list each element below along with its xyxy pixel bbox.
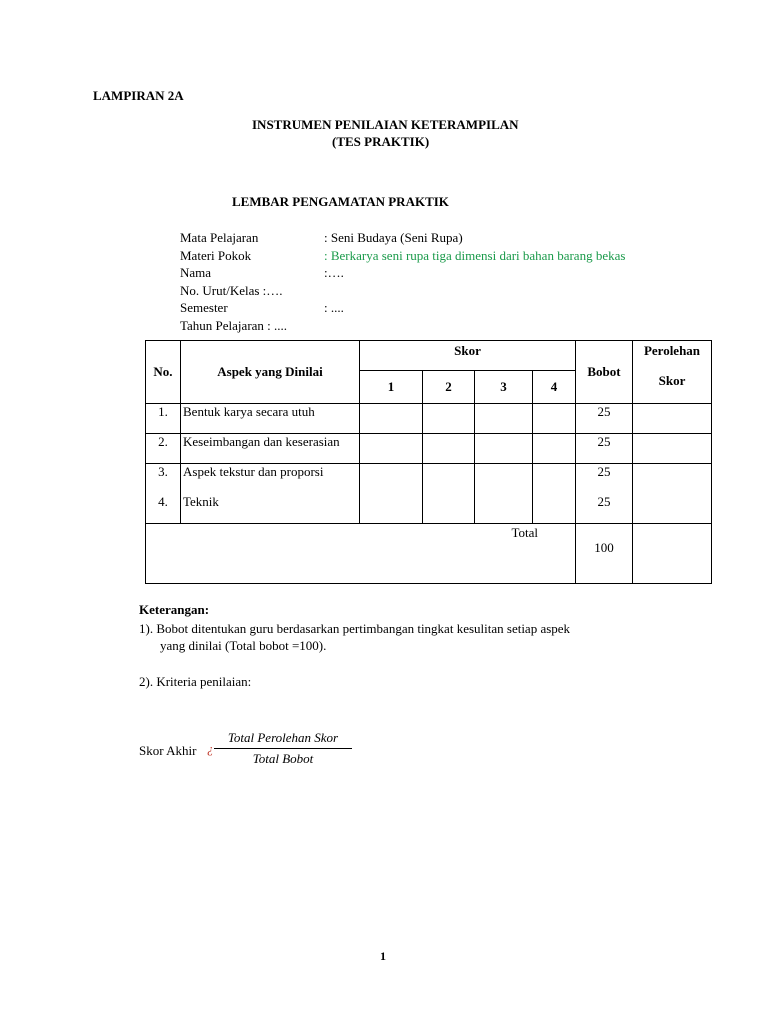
equals-symbol: ¿ [207,741,214,756]
total-value: 100 [576,524,633,584]
keterangan-item-1-cont: yang dinilai (Total bobot =100). [160,638,327,653]
col-skor-header: Skor [360,341,576,371]
score-cell [533,404,576,434]
score-cell [360,434,423,464]
kriteria-text: 2). Kriteria penilaian: [139,674,252,689]
row-aspek-combined [181,464,360,524]
mapel-value: : Seni Budaya (Seni Rupa) [324,230,463,245]
score-cell [423,404,475,434]
score-cell [360,404,423,434]
total-label: Total [146,524,576,584]
row-bobot: 25 [597,464,611,479]
score-cell [475,434,533,464]
score-cell [423,464,475,524]
row-no: 2. [146,434,181,464]
row-aspek: Bentuk karya secara utuh [181,404,360,434]
row-no-combined [146,464,181,524]
mapel-label: Mata Pelajaran [180,230,259,245]
perolehan-line-2: Skor [658,373,686,388]
skor-col-2: 2 [423,371,475,404]
total-perolehan-cell [633,524,712,584]
col-no-header: No. [146,341,181,404]
lampiran-label: LAMPIRAN 2A [93,88,184,103]
table-header-row [146,341,712,371]
row-aspek: Keseimbangan dan keserasian [181,434,360,464]
row-bobot: 25 [597,494,611,509]
nama-value: :…. [324,265,344,280]
table-total-row [146,524,712,584]
row-no: 1. [146,404,181,434]
urut-kelas-label: No. Urut/Kelas :…. [180,283,283,298]
score-cell [533,434,576,464]
col-perolehan-header [633,341,712,404]
formula-numerator: Total Perolehan Skor [227,730,339,745]
assessment-table [145,340,712,584]
col-bobot-header: Bobot [576,341,633,404]
semester-label: Semester [180,300,228,315]
skor-col-1: 1 [360,371,423,404]
skor-col-4: 4 [533,371,576,404]
keterangan-item-1: 1). Bobot ditentukan guru berdasarkan pertimbangan tingkat kesulitan setiap aspek [139,621,571,636]
formula-denominator: Total Bobot [252,751,314,766]
score-cell [475,464,533,524]
semester-value: : .... [324,300,344,315]
row-bobot-combined [576,464,633,524]
score-formula-fraction [214,730,352,767]
materi-value: : Berkarya seni rupa tiga dimensi dari bahan barang bekas [324,248,626,263]
perolehan-line-1: Perolehan [643,343,701,358]
table-row [146,434,712,464]
document-title: INSTRUMEN PENILAIAN KETERAMPILAN [252,117,519,132]
score-cell [423,434,475,464]
perolehan-cell [633,464,712,524]
row-bobot: 25 [576,404,633,434]
row-aspek: Teknik [183,494,219,509]
nama-label: Nama [180,265,212,280]
table-row [146,464,712,524]
keterangan-item-2 [139,674,251,690]
row-aspek: Aspek tekstur dan proporsi [183,464,324,479]
page-number: 1 [380,949,386,963]
row-bobot: 25 [576,434,633,464]
score-cell [475,404,533,434]
materi-label: Materi Pokok [180,248,252,263]
score-cell [360,464,423,524]
skor-col-3: 3 [475,371,533,404]
row-no: 4. [158,494,168,509]
document-title-sub: (TES PRAKTIK) [332,134,430,149]
keterangan-heading: Keterangan: [139,602,210,617]
col-aspek-header: Aspek yang Dinilai [181,341,360,404]
skor-akhir-label: Skor Akhir [139,743,197,758]
row-no: 3. [158,464,168,479]
score-cell [533,464,576,524]
tahun-pelajaran-label: Tahun Pelajaran : .... [180,318,288,333]
perolehan-cell [633,404,712,434]
sheet-subtitle: LEMBAR PENGAMATAN PRAKTIK [232,194,449,209]
table-row [146,404,712,434]
perolehan-cell [633,434,712,464]
